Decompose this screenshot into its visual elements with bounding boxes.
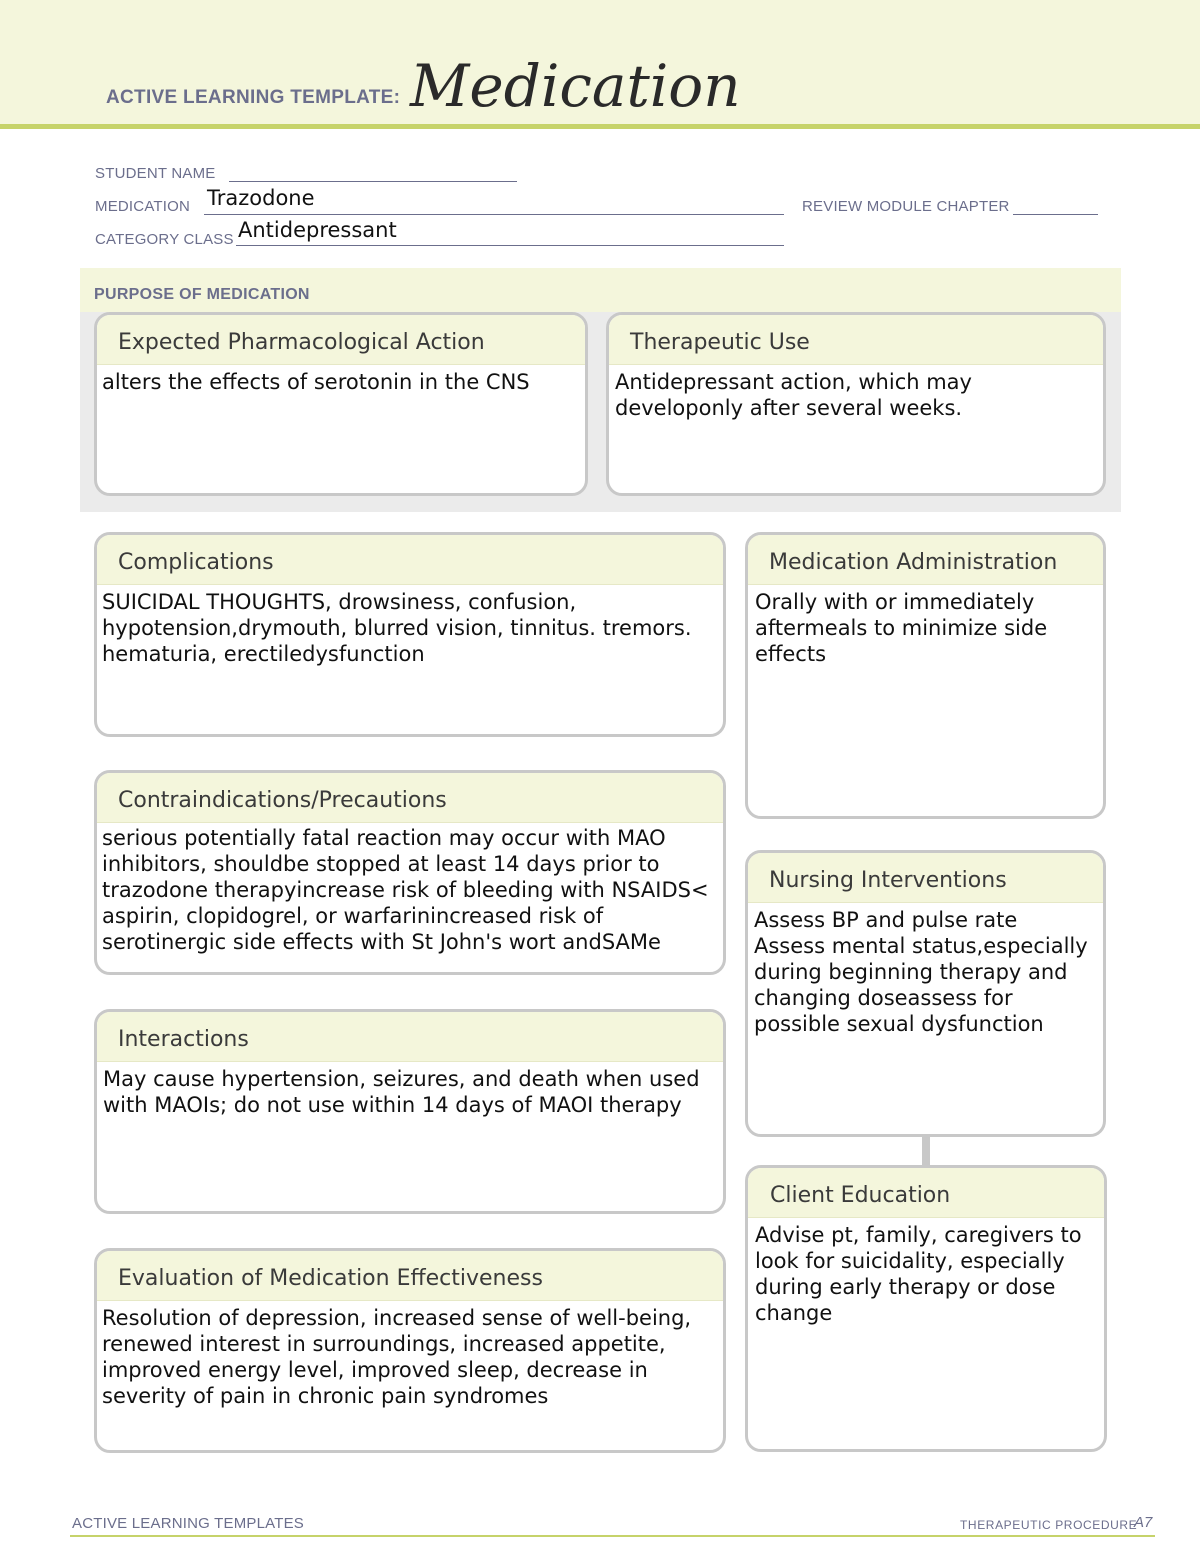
footer-left-text: ACTIVE LEARNING TEMPLATES	[72, 1515, 304, 1532]
evaluation-text: Resolution of depression, increased sense of well-being, renewed interest in surroundings, increased appetite, improved energy level, improved sleep, decrease in severity of pain in chronic pain syndromes	[102, 1306, 692, 1408]
footer-right-text: THERAPEUTIC PROCEDURE	[960, 1518, 1138, 1532]
review-module-label: REVIEW MODULE CHAPTER	[802, 198, 1010, 215]
nursing-interventions-text: Assess BP and pulse rate Assess mental status,especially during beginning therapy and changing doseassess for possible sexual dysfunction	[754, 908, 1088, 1036]
interactions-box[interactable]	[94, 1009, 726, 1214]
category-class-value: Antidepressant	[238, 218, 397, 242]
contraindications-title: Contraindications/Precautions	[97, 773, 723, 823]
page-number: A7	[1134, 1514, 1153, 1531]
student-name-label: STUDENT NAME	[95, 165, 216, 182]
therapeutic-use-text: Antidepressant action, which may developonly after several weeks.	[615, 370, 972, 420]
complications-title: Complications	[97, 535, 723, 585]
review-module-field[interactable]	[1013, 214, 1098, 215]
connector-line	[922, 1134, 930, 1166]
nursing-interventions-title: Nursing Interventions	[748, 853, 1103, 903]
medication-label: MEDICATION	[95, 198, 191, 215]
expected-action-title: Expected Pharmacological Action	[97, 315, 585, 365]
category-class-label: CATEGORY CLASS	[95, 231, 234, 248]
purpose-label: PURPOSE OF MEDICATION	[94, 286, 310, 303]
student-name-field[interactable]	[229, 181, 517, 182]
interactions-text: May cause hypertension, seizures, and death when used with MAOIs; do not use within 14 days of MAOI therapy	[103, 1067, 700, 1117]
client-education-text: Advise pt, family, caregivers to look for suicidality, especially during early therapy or dose change	[755, 1223, 1082, 1325]
category-class-field[interactable]	[236, 245, 784, 246]
therapeutic-use-box[interactable]	[606, 312, 1106, 496]
client-education-box[interactable]	[745, 1165, 1107, 1452]
contraindications-text: serious potentially fatal reaction may occur with MAO inhibitors, shouldbe stopped at least 14 days prior to trazodone therapyincrease risk of bleeding with NSAIDS< aspirin, clopidogrel, or warfarinincreased risk of serotinergic side effects with St John's wort andSAMe	[102, 826, 709, 954]
footer-divider	[70, 1535, 1155, 1537]
complications-box[interactable]	[94, 532, 726, 737]
evaluation-title: Evaluation of Medication Effectiveness	[97, 1251, 723, 1301]
medication-administration-text: Orally with or immediately aftermeals to minimize side effects	[755, 590, 1048, 666]
contraindications-box[interactable]	[94, 770, 726, 975]
expected-action-text: alters the effects of serotonin in the CNS	[102, 370, 530, 394]
medication-value: Trazodone	[207, 186, 315, 210]
medication-field[interactable]	[204, 214, 784, 215]
evaluation-box[interactable]	[94, 1248, 726, 1453]
medication-administration-title: Medication Administration	[748, 535, 1103, 585]
interactions-title: Interactions	[97, 1012, 723, 1062]
client-education-title: Client Education	[748, 1168, 1104, 1218]
complications-text: SUICIDAL THOUGHTS, drowsiness, confusion, hypotension,drymouth, blurred vision, tinnitus. tremors. hematuria, erectiledysfunction	[102, 590, 692, 666]
medication-administration-box[interactable]	[745, 532, 1106, 819]
nursing-interventions-box[interactable]	[745, 850, 1106, 1137]
page-title: Medication	[410, 52, 741, 120]
expected-action-box[interactable]	[94, 312, 588, 496]
template-label: ACTIVE LEARNING TEMPLATE:	[106, 87, 401, 108]
therapeutic-use-title: Therapeutic Use	[609, 315, 1103, 365]
